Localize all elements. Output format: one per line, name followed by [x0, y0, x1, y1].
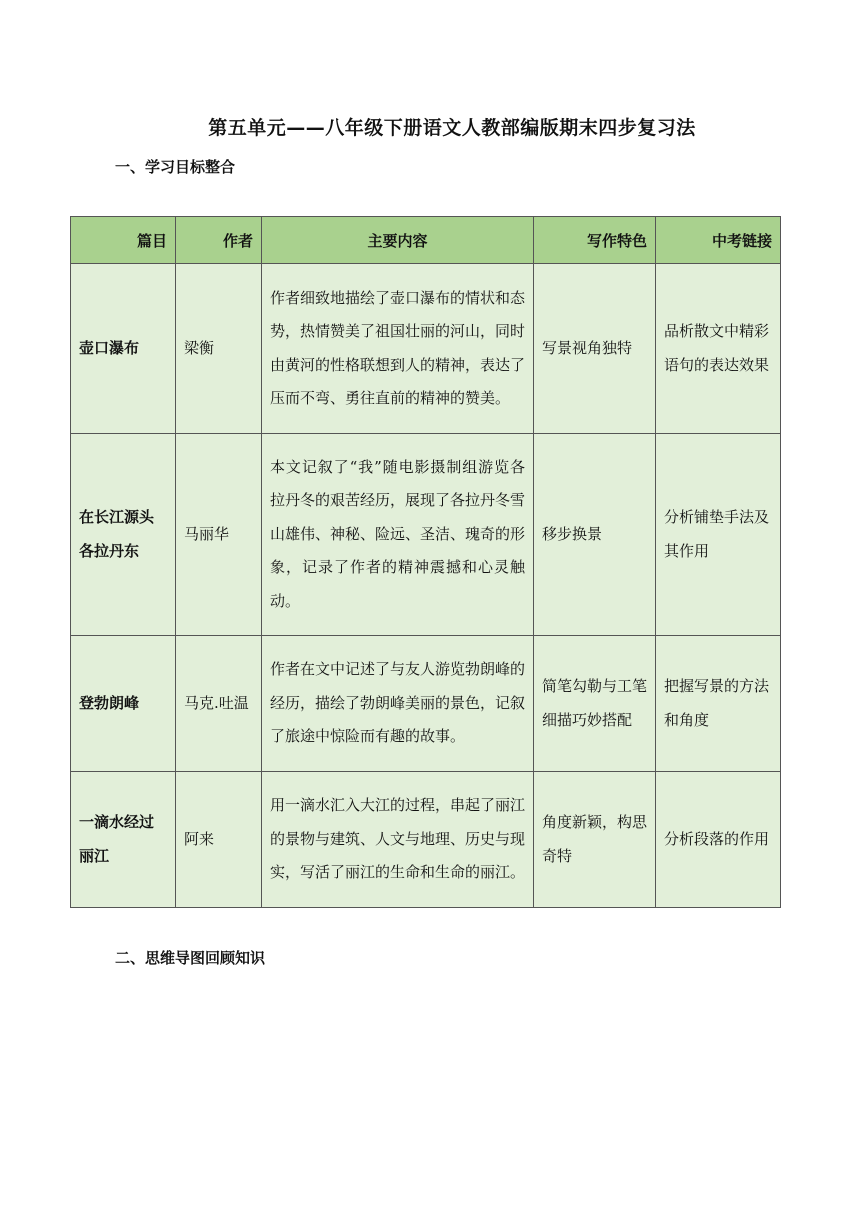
table-header-row — [71, 217, 781, 264]
cell-title: 一滴水经过丽江 — [71, 772, 176, 908]
cell-feature: 简笔勾勒与工笔细描巧妙搭配 — [534, 636, 656, 772]
cell-title: 登勃朗峰 — [71, 636, 176, 772]
cell-author: 阿来 — [176, 772, 262, 908]
cell-exam: 分析段落的作用 — [656, 772, 781, 908]
section-heading-learning-goals: 一、学习目标整合 — [115, 158, 236, 176]
column-header-author: 作者 — [176, 217, 262, 264]
table-row — [71, 636, 781, 772]
column-header-title: 篇目 — [71, 217, 176, 264]
cell-feature: 角度新颖，构思奇特 — [534, 772, 656, 908]
cell-content: 作者在文中记述了与友人游览勃朗峰的经历，描绘了勃朗峰美丽的景色，记叙了旅途中惊险而有趣的故事。 — [262, 636, 534, 772]
table-row — [71, 772, 781, 908]
cell-title: 在长江源头各拉丹东 — [71, 434, 176, 636]
cell-content: 作者细致地描绘了壶口瀑布的情状和态势，热情赞美了祖国壮丽的河山，同时由黄河的性格联想到人的精神，表达了压而不弯、勇往直前的精神的赞美。 — [262, 264, 534, 434]
table-row — [71, 264, 781, 434]
cell-author: 梁衡 — [176, 264, 262, 434]
cell-content: 本文记叙了“我”随电影摄制组游览各拉丹冬的艰苦经历，展现了各拉丹冬雪山雄伟、神秘、险远、圣洁、瑰奇的形象，记录了作者的精神震撼和心灵触动。 — [262, 434, 534, 636]
column-header-exam: 中考链接 — [656, 217, 781, 264]
cell-feature: 移步换景 — [534, 434, 656, 636]
page-title: 第五单元——八年级下册语文人教部编版期末四步复习法 — [208, 117, 696, 139]
table-row — [71, 434, 781, 636]
column-header-content: 主要内容 — [262, 217, 534, 264]
cell-exam: 品析散文中精彩语句的表达效果 — [656, 264, 781, 434]
cell-author: 马丽华 — [176, 434, 262, 636]
cell-content: 用一滴水汇入大江的过程，串起了丽江的景物与建筑、人文与地理、历史与现实，写活了丽江的生命和生命的丽江。 — [262, 772, 534, 908]
cell-author: 马克.吐温 — [176, 636, 262, 772]
review-table — [70, 216, 781, 908]
cell-title: 壶口瀑布 — [71, 264, 176, 434]
cell-feature: 写景视角独特 — [534, 264, 656, 434]
section-heading-mind-map: 二、思维导图回顾知识 — [115, 949, 266, 967]
cell-exam: 分析铺垫手法及其作用 — [656, 434, 781, 636]
cell-exam: 把握写景的方法和角度 — [656, 636, 781, 772]
column-header-feature: 写作特色 — [534, 217, 656, 264]
